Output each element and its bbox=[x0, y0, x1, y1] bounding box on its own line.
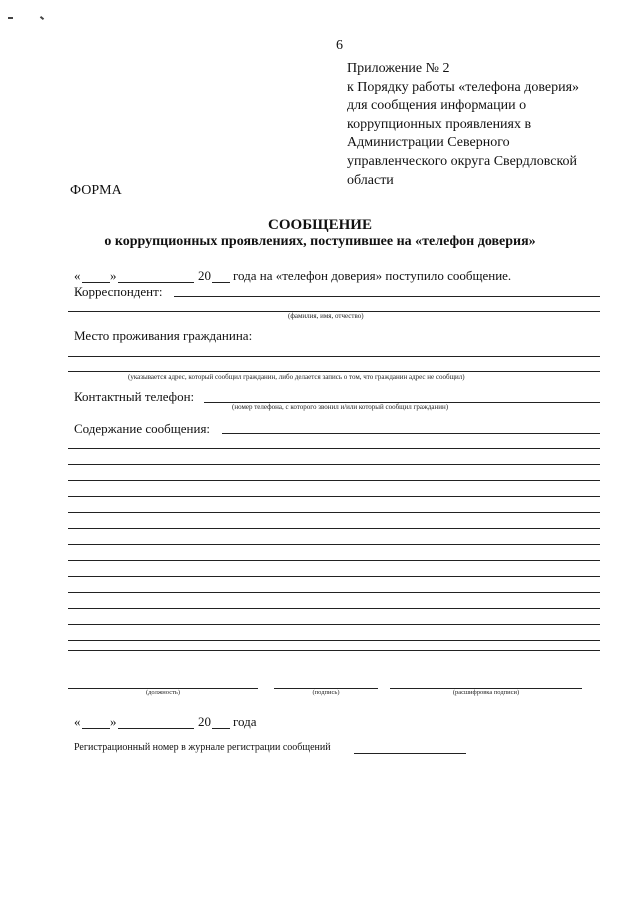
signature-caption: (подпись) bbox=[312, 689, 340, 696]
appendix-line: коррупционных проявлениях в bbox=[347, 116, 532, 132]
content-label: Содержание сообщения: bbox=[74, 421, 211, 436]
content-line[interactable] bbox=[68, 480, 600, 481]
date-line-text: года на «телефон доверия» поступило сообщение. bbox=[233, 268, 512, 283]
residence-hint: (указывается адрес, который сообщил гражданин, либо делается запись о том, что гражданин адрес не сообщил) bbox=[128, 373, 465, 381]
content-line[interactable] bbox=[68, 650, 600, 651]
document-subtitle: о коррупционных проявлениях, поступившее на «телефон доверия» bbox=[104, 234, 536, 249]
content-line[interactable] bbox=[68, 448, 600, 449]
content-line[interactable] bbox=[68, 624, 600, 625]
sign-date-text: года bbox=[233, 714, 257, 729]
content-line[interactable] bbox=[68, 544, 600, 545]
content-line[interactable] bbox=[68, 512, 600, 513]
appendix-line: управленческого округа Свердловской bbox=[347, 153, 578, 169]
page-number: 6 bbox=[336, 38, 343, 53]
form-label: ФОРМА bbox=[70, 183, 122, 198]
residence-field[interactable] bbox=[68, 356, 600, 357]
content-field[interactable] bbox=[222, 433, 600, 434]
content-line[interactable] bbox=[68, 576, 600, 577]
scan-mark bbox=[8, 17, 13, 19]
content-line[interactable] bbox=[68, 496, 600, 497]
correspondent-label: Корреспондент: bbox=[74, 284, 163, 299]
appendix-line: к Порядку работы «телефона доверия» bbox=[347, 79, 580, 95]
phone-hint: (номер телефона, с которого звонил и/или который сообщил гражданин) bbox=[232, 403, 449, 411]
content-line[interactable] bbox=[68, 528, 600, 529]
open-quote: « bbox=[74, 268, 81, 283]
month-blank[interactable] bbox=[118, 282, 194, 283]
registration-label: Регистрационный номер в журнале регистрации сообщений bbox=[74, 742, 331, 753]
content-line[interactable] bbox=[68, 560, 600, 561]
content-line[interactable] bbox=[68, 640, 600, 641]
day-blank[interactable] bbox=[82, 282, 110, 283]
position-caption: (должность) bbox=[145, 689, 181, 696]
open-quote: « bbox=[74, 714, 81, 729]
scan-mark bbox=[40, 16, 44, 20]
close-quote: » bbox=[110, 714, 117, 729]
registration-number-field[interactable] bbox=[354, 753, 466, 754]
day-blank[interactable] bbox=[82, 728, 110, 729]
residence-field-line2[interactable] bbox=[68, 371, 600, 372]
appendix-line: Приложение № 2 bbox=[347, 61, 450, 76]
appendix-line: Администрации Северного bbox=[347, 135, 510, 151]
correspondent-hint: (фамилия, имя, отчество) bbox=[288, 312, 364, 320]
year-prefix: 20 bbox=[198, 714, 211, 729]
year-blank[interactable] bbox=[212, 728, 230, 729]
correspondent-field[interactable] bbox=[174, 296, 600, 297]
content-line[interactable] bbox=[68, 608, 600, 609]
appendix-block bbox=[347, 60, 637, 190]
phone-label: Контактный телефон: bbox=[74, 389, 195, 404]
appendix-line: для сообщения информации о bbox=[347, 98, 527, 114]
residence-label: Место проживания гражданина: bbox=[74, 328, 253, 343]
document-title: СООБЩЕНИЕ bbox=[268, 217, 372, 233]
year-prefix: 20 bbox=[198, 268, 211, 283]
month-blank[interactable] bbox=[118, 728, 194, 729]
appendix-line: области bbox=[347, 172, 394, 188]
year-blank[interactable] bbox=[212, 282, 230, 283]
close-quote: » bbox=[110, 268, 117, 283]
content-line[interactable] bbox=[68, 592, 600, 593]
content-line[interactable] bbox=[68, 464, 600, 465]
signature-decoding-caption: (расшифровка подписи) bbox=[452, 689, 520, 696]
